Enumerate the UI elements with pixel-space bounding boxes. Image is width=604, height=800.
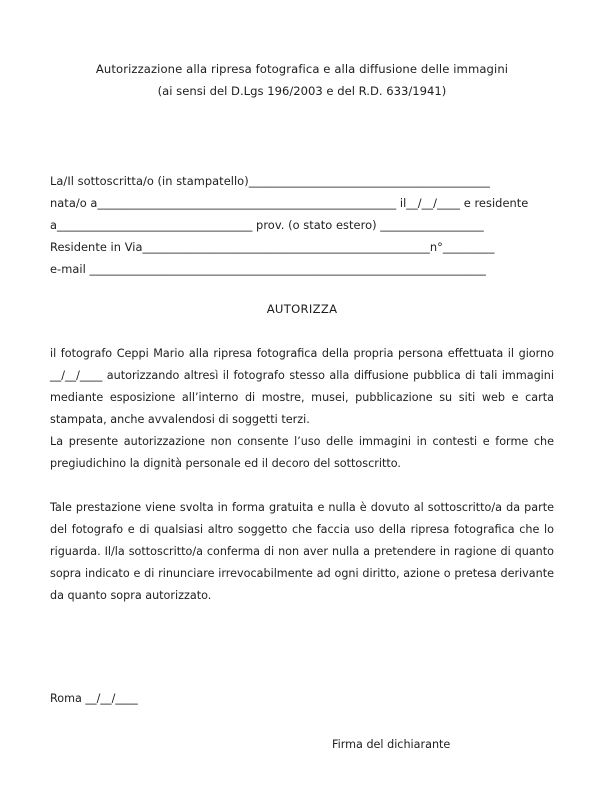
authorization-body: [50, 343, 554, 475]
field-birthplace[interactable]: nata/o a____________________________________________________ il__/__/____ e residente: [50, 196, 529, 210]
paragraph-limitations: La presente autorizzazione non consente l’uso delle immagini in contesti e forme che pregiudichino la dignità personale ed il decoro del sottoscritto.: [50, 435, 554, 470]
free-service-text: [50, 497, 554, 607]
paragraph-photographer: il fotografo Ceppi Mario alla ripresa fotografica della propria persona effettuata il giorno __/__/____ autorizzando altresì il fotografo stesso alla diffusione pubblica di tali immagini mediante esposizione all’interno di mostre, musei, pubblicazione su siti web e carta stampata, anche avvalendosi di soggetti terzi.: [50, 347, 554, 426]
field-email[interactable]: e-mail _____________________________________________________________________: [50, 262, 486, 276]
document-subtitle: (ai sensi del D.Lgs 196/2003 e del R.D. 633/1941): [157, 84, 447, 98]
field-name[interactable]: La/Il sottoscritta/o (in stampatello)__________________________________________: [50, 174, 491, 188]
field-address[interactable]: Residente in Via__________________________________________________n°_________: [50, 240, 495, 254]
place-date[interactable]: Roma __/__/____: [50, 692, 138, 705]
field-residence-city[interactable]: a__________________________________ prov. (o stato estero) __________________: [50, 218, 484, 232]
paragraph-free-service: Tale prestazione viene svolta in forma gratuita e nulla è dovuto al sottoscritto/a da parte del fotografo e di qualsiasi altro soggetto che faccia uso della ripresa fotografica che lo riguarda. Il/la sottoscritto/a conferma di non aver nulla a pretendere in ragione di quanto sopra indicato e di rinunciare irrevocabilmente ad ogni diritto, azione o pretesa derivante da quanto sopra autorizzato.: [50, 501, 554, 602]
document-title: Autorizzazione alla ripresa fotografica e alla diffusione delle immagini: [95, 62, 509, 76]
authorization-heading: AUTORIZZA: [266, 302, 338, 316]
personal-data-fields: [50, 171, 560, 281]
signature-label: Firma del dichiarante: [332, 738, 451, 751]
